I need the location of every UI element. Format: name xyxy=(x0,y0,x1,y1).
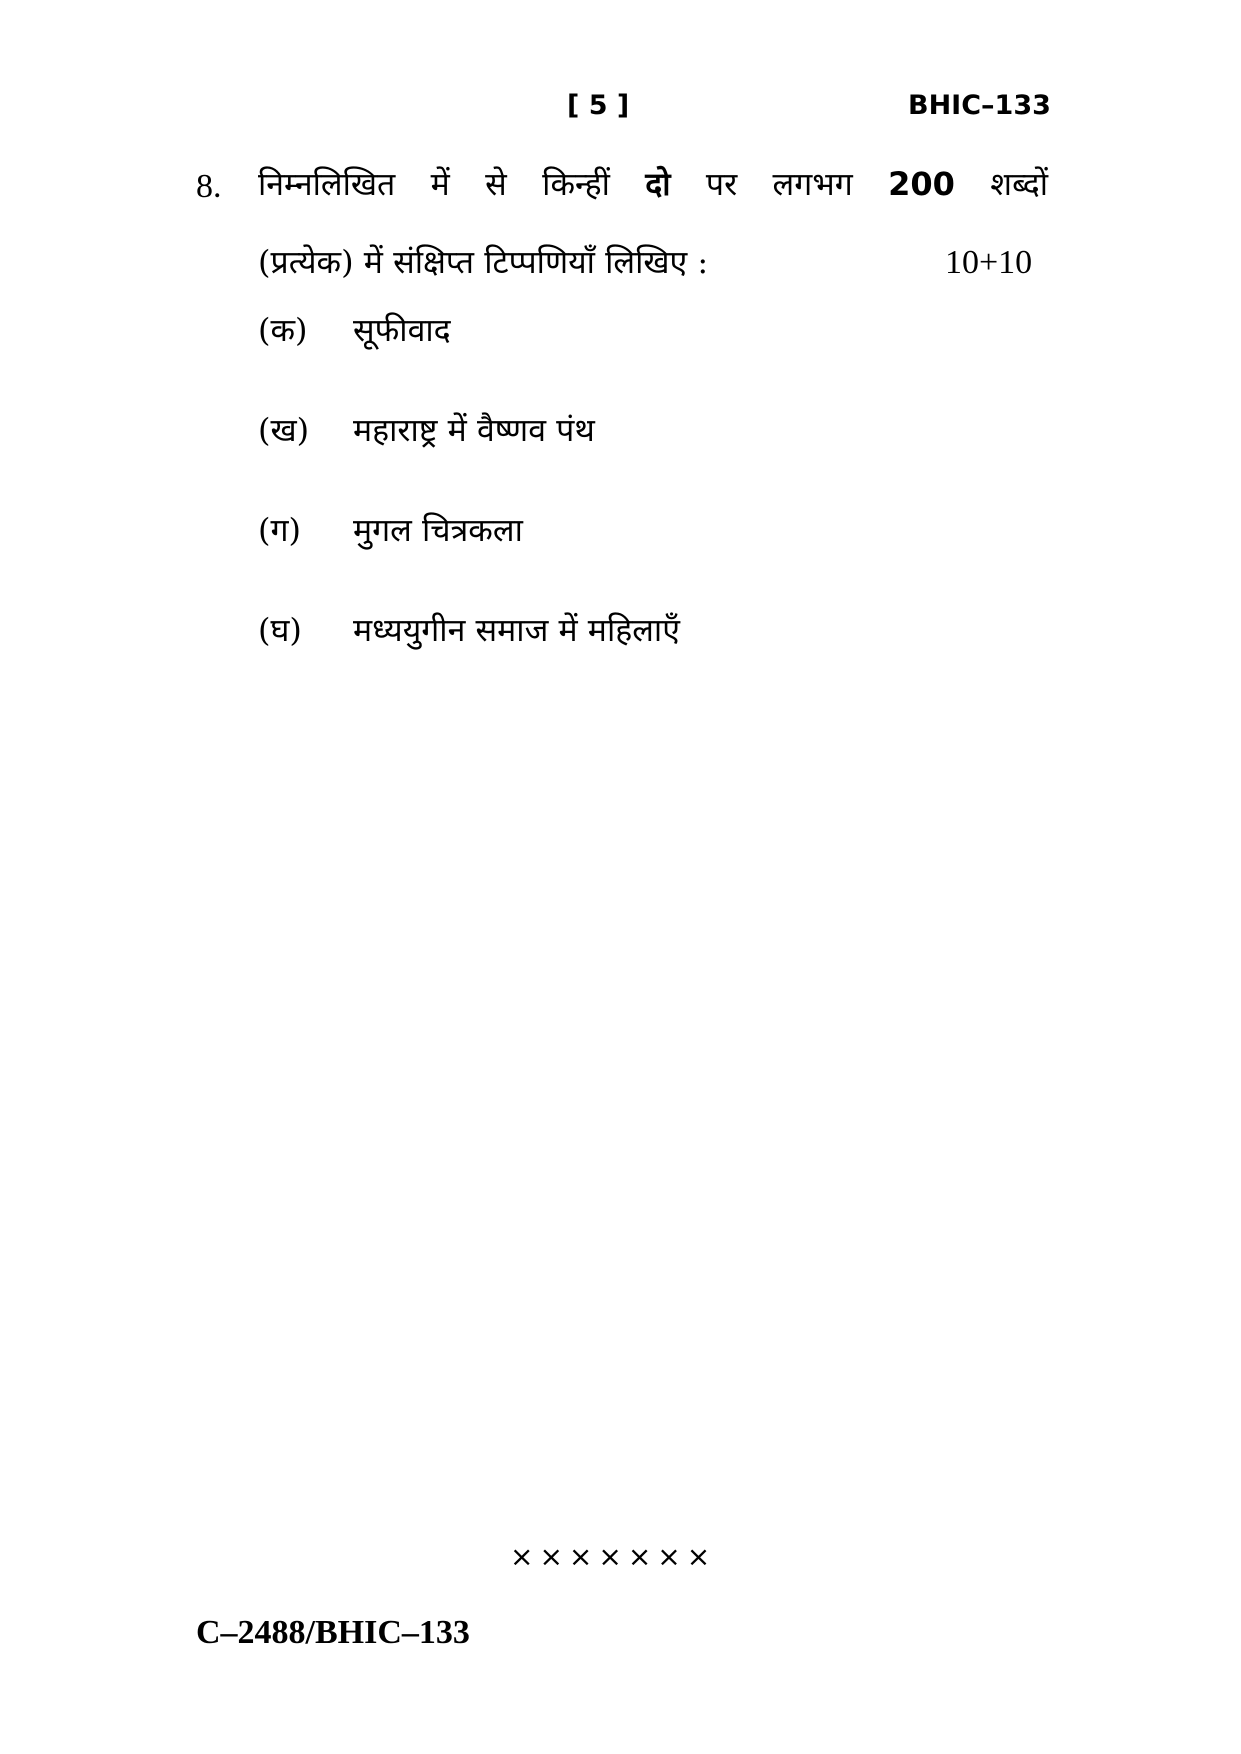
question-word-count: 200 xyxy=(888,165,955,203)
option-label: (ग) xyxy=(258,511,301,549)
question-text-part: शब्दों xyxy=(954,165,1049,203)
paper-code-header: BHIC–133 xyxy=(908,90,1051,121)
question-number: 8. xyxy=(196,168,222,205)
question-text-line1 xyxy=(258,162,1048,205)
question-emphasis: दो xyxy=(645,165,671,203)
question-text-part: पर लगभग xyxy=(670,165,889,203)
option-text: मध्ययुगीन समाज में महिलाएँ xyxy=(353,611,680,649)
option-text: महाराष्ट्र में वैष्णव पंथ xyxy=(353,411,595,449)
option-text: मुगल चित्रकला xyxy=(353,511,523,549)
footer-paper-code: C–2488/BHIC–133 xyxy=(196,1614,470,1651)
option-text: सूफीवाद xyxy=(353,311,451,349)
end-of-paper-mark: ××××××× xyxy=(510,1540,717,1573)
option-label: (क) xyxy=(258,311,308,349)
page-number: [ 5 ] xyxy=(567,90,630,121)
question-text-line2: (प्रत्येक) में संक्षिप्त टिप्पणियाँ लिखिए : xyxy=(258,243,709,281)
option-label: (ख) xyxy=(258,411,310,449)
question-text-part: निम्नलिखित में से किन्हीं xyxy=(258,165,646,203)
question-marks: 10+10 xyxy=(945,244,1033,281)
option-label: (घ) xyxy=(258,611,302,649)
